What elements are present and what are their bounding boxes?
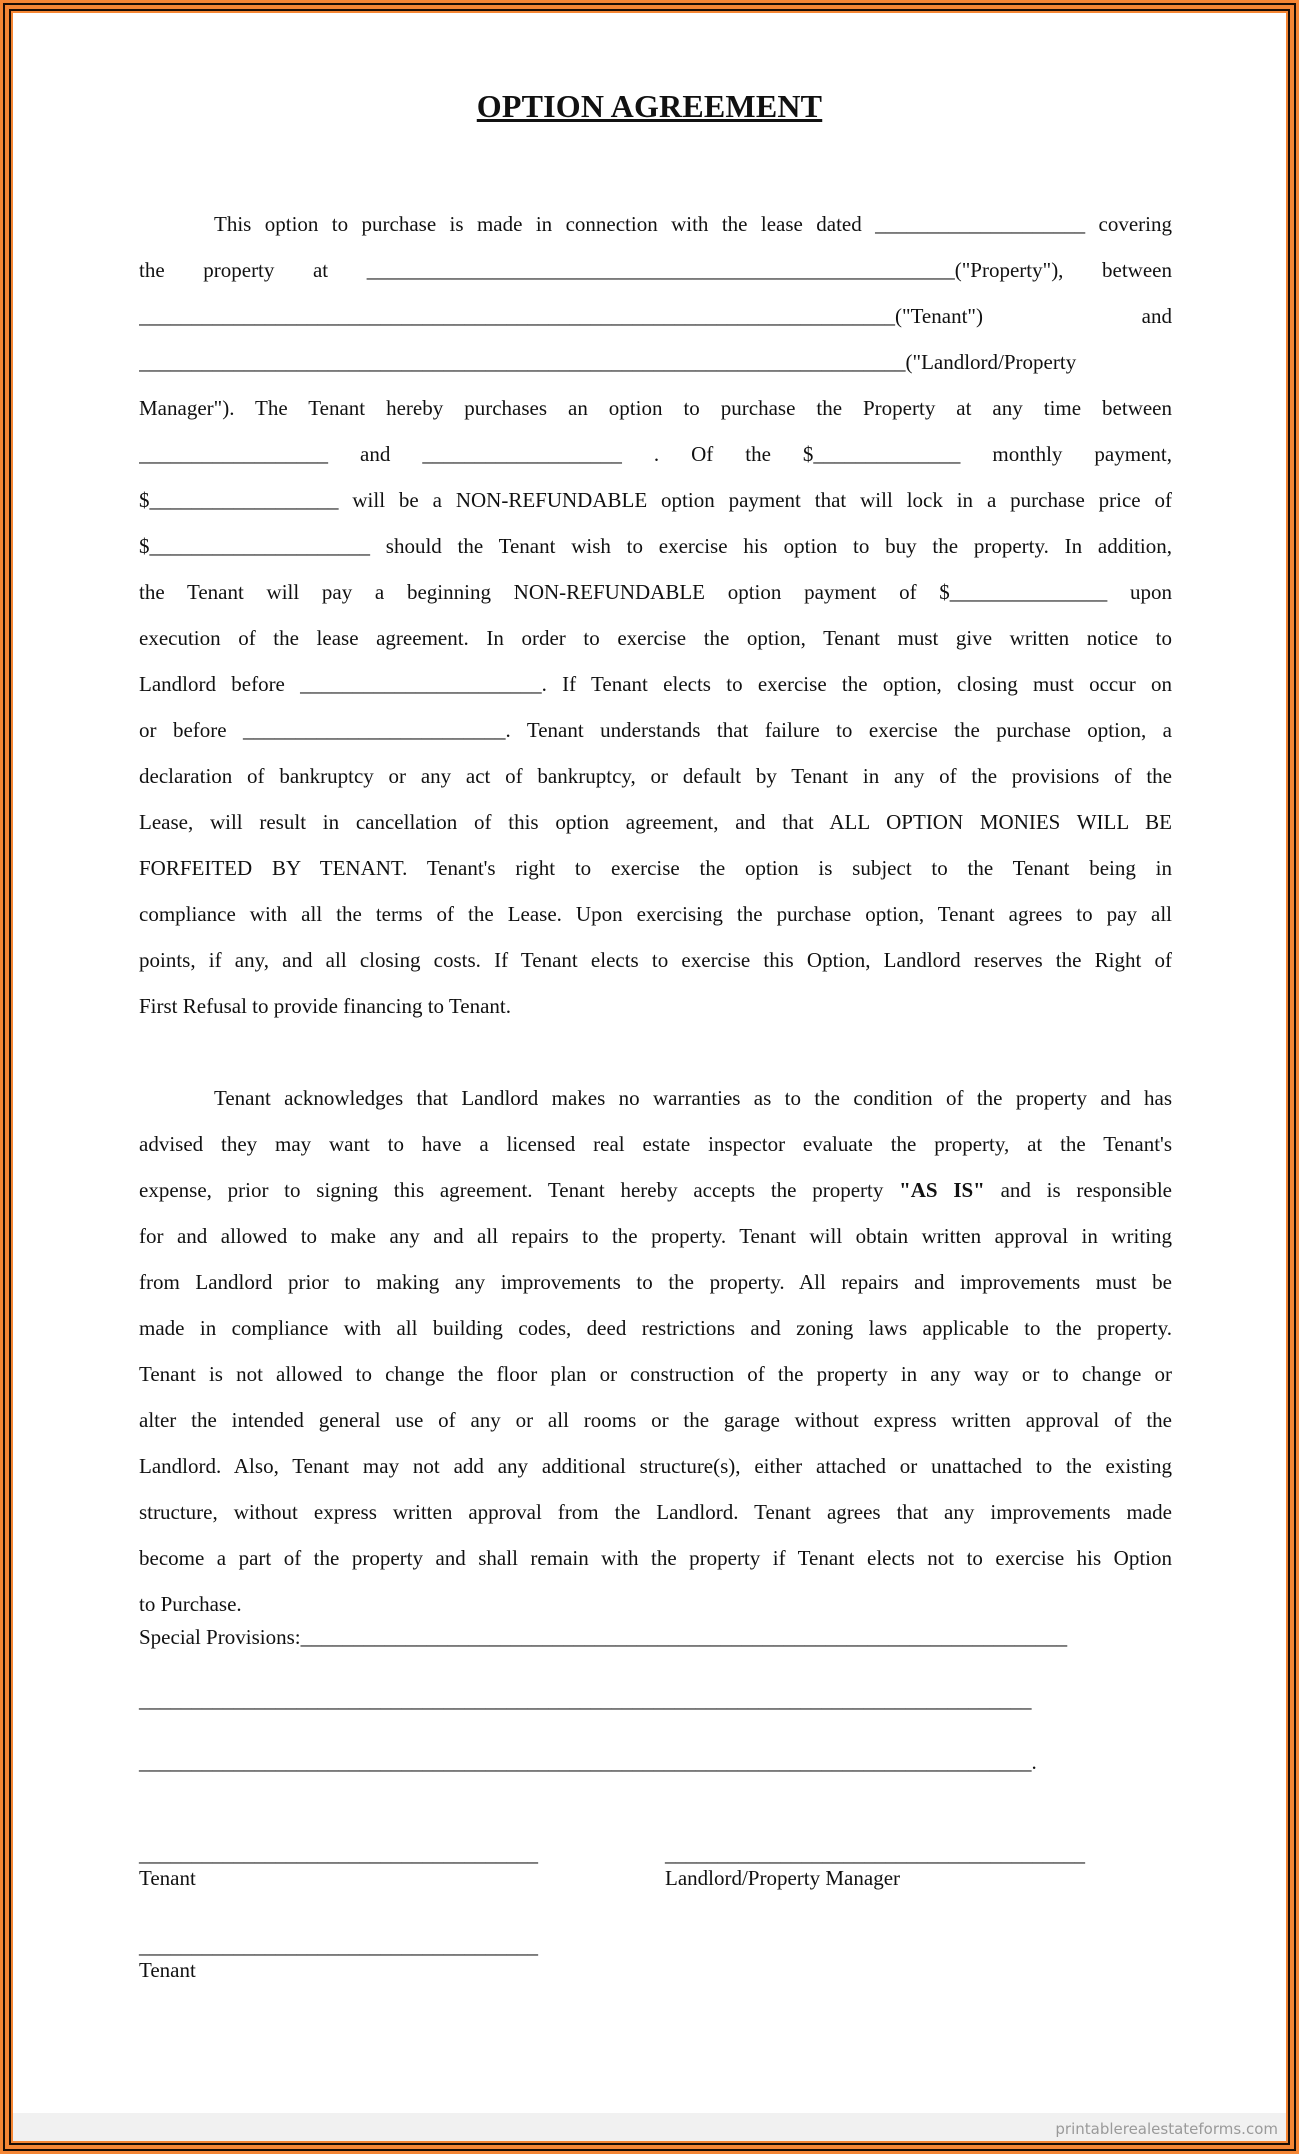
document-title: OPTION AGREEMENT — [476, 88, 823, 124]
watermark: printablerealestateforms.com — [1055, 2120, 1278, 2138]
text-line: _________________________________________________________________________("Landlord/Property — [139, 350, 1077, 374]
document-page — [13, 13, 1286, 2141]
text-line: This option to purchase is made in connection with the lease dated ____________________ covering — [214, 212, 1172, 236]
text-segment: and is responsible — [984, 1178, 1172, 1202]
tenant-signature-block-2 — [139, 1934, 538, 1982]
text-line: __________________ and ___________________ . Of the $______________ monthly payment, — [139, 442, 1172, 466]
signature-line: ______________________________________ — [139, 1934, 538, 1958]
special-provisions-blank-line: _____________________________________________________________________________________. — [139, 1750, 1037, 1774]
paragraph-option-terms — [139, 201, 1172, 1029]
text-segment: expense, prior to signing this agreement. Tenant hereby accepts the property — [139, 1178, 900, 1202]
text-line: or before _________________________. Tenant understands that failure to exercise the purchase option, a — [139, 718, 1172, 742]
text-line: compliance with all the terms of the Lease. Upon exercising the purchase option, Tenant agrees to pay all — [139, 902, 1172, 926]
text-line: to Purchase. — [139, 1592, 242, 1616]
text-line: from Landlord prior to making any improvements to the property. All repairs and improvements must be — [139, 1270, 1172, 1294]
text-line: Lease, will result in cancellation of this option agreement, and that ALL OPTION MONIES WILL BE — [139, 810, 1172, 834]
special-provisions-blank: _________________________________________________________________________ — [300, 1625, 1068, 1649]
text-line: First Refusal to provide financing to Tenant. — [139, 994, 511, 1018]
text-line: for and allowed to make any and all repairs to the property. Tenant will obtain written approval in writing — [139, 1224, 1172, 1248]
as-is-bold-text: "AS IS" — [899, 1178, 985, 1202]
text-line: advised they may want to have a licensed real estate inspector evaluate the property, at the Tenant's — [139, 1132, 1172, 1156]
footer-bar — [13, 2113, 1286, 2141]
text-line: ________________________________________________________________________("Tenant") and — [139, 304, 1172, 328]
text-line: Landlord before _______________________. If Tenant elects to exercise the option, closing must occur on — [139, 672, 1172, 696]
tenant-label: Tenant — [139, 1866, 196, 1890]
text-line: made in compliance with all building codes, deed restrictions and zoning laws applicable to the property. — [139, 1316, 1172, 1340]
special-provisions-line — [139, 1625, 1139, 1650]
text-line: alter the intended general use of any or all rooms or the garage without express written approval of the — [139, 1408, 1172, 1432]
special-provisions-label: Special Provisions: — [139, 1625, 301, 1649]
tenant-label: Tenant — [139, 1958, 196, 1982]
text-line: declaration of bankruptcy or any act of bankruptcy, or default by Tenant in any of the provisions of the — [139, 764, 1172, 788]
tenant-signature-block — [139, 1842, 538, 1890]
text-line: Manager"). The Tenant hereby purchases an option to purchase the Property at any time between — [139, 396, 1172, 420]
text-line: points, if any, and all closing costs. If Tenant elects to exercise this Option, Landlord reserves the Right of — [139, 948, 1172, 972]
signature-line: ________________________________________ — [665, 1842, 1085, 1866]
paragraph-condition — [139, 1075, 1172, 1627]
special-provisions-blank-line: _____________________________________________________________________________________ — [139, 1688, 1032, 1712]
text-line: Tenant acknowledges that Landlord makes no warranties as to the condition of the property and has — [214, 1086, 1172, 1110]
text-line: become a part of the property and shall remain with the property if Tenant elects not to exercise his Option — [139, 1546, 1172, 1570]
text-line: Landlord. Also, Tenant may not add any additional structure(s), either attached or unattached to the existing — [139, 1454, 1172, 1478]
text-line: execution of the lease agreement. In order to exercise the option, Tenant must give written notice to — [139, 626, 1172, 650]
text-line: the property at ________________________________________________________("Property"), between — [139, 258, 1172, 282]
text-line: $_____________________ should the Tenant wish to exercise his option to buy the property. In addition, — [139, 534, 1172, 558]
landlord-signature-block — [665, 1842, 1085, 1890]
landlord-label: Landlord/Property Manager — [665, 1866, 901, 1890]
text-line: structure, without express written approval from the Landlord. Tenant agrees that any improvements made — [139, 1500, 1172, 1524]
text-line — [139, 1167, 1172, 1213]
text-line: $__________________ will be a NON-REFUNDABLE option payment that will lock in a purchase price of — [139, 488, 1172, 512]
text-line: the Tenant will pay a beginning NON-REFUNDABLE option payment of $_______________ upon — [139, 580, 1172, 604]
text-line: Tenant is not allowed to change the floor plan or construction of the property in any way or to change or — [139, 1362, 1172, 1386]
signature-line: ______________________________________ — [139, 1842, 538, 1866]
text-line: FORFEITED BY TENANT. Tenant's right to exercise the option is subject to the Tenant being in — [139, 856, 1172, 880]
